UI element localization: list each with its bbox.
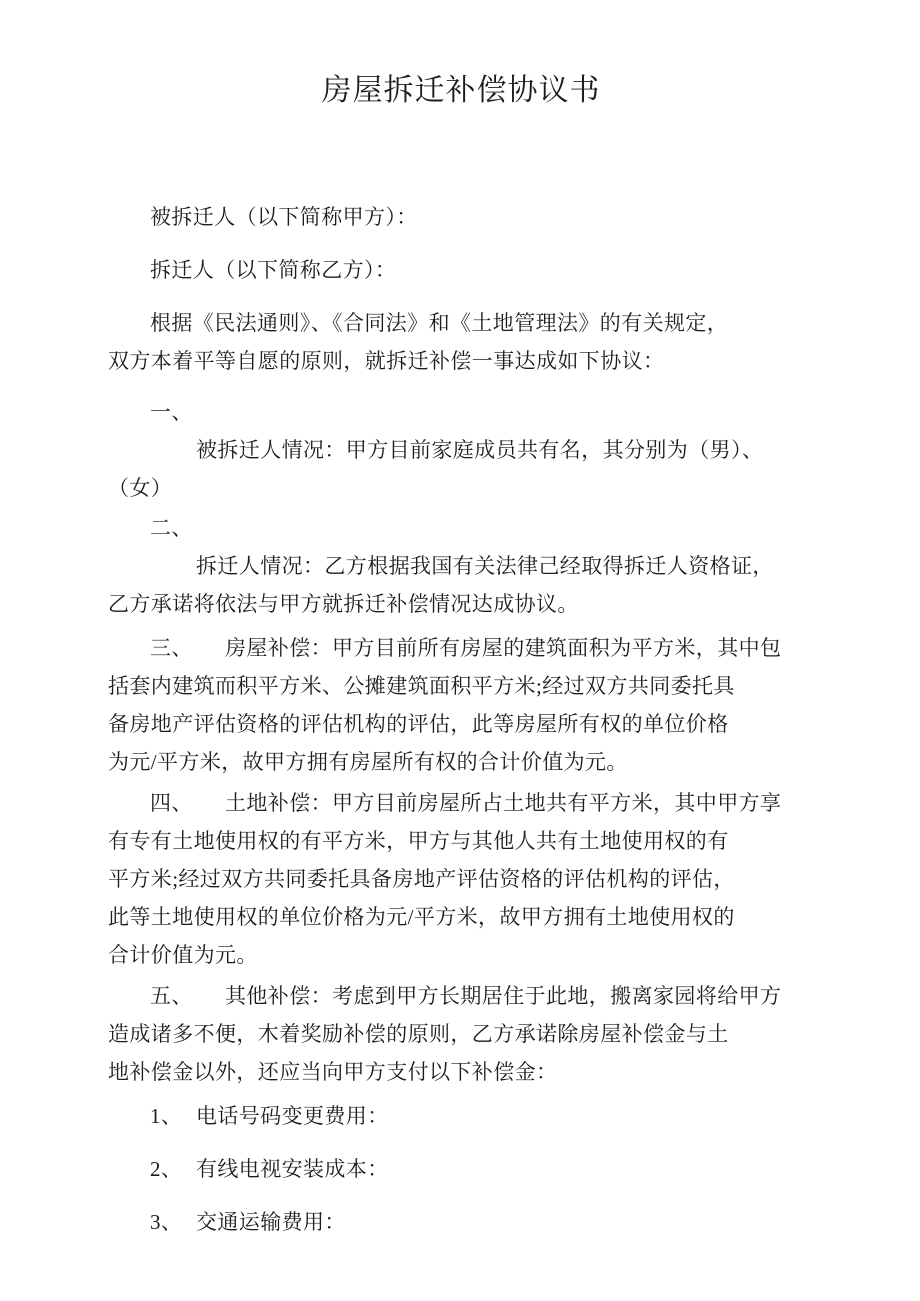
text-line-section-5-line-2: 造成诸多不便，木着奖励补偿的原则，乙方承诺除房屋补偿金与土 bbox=[108, 1022, 729, 1046]
item-1-number: 1、 bbox=[150, 1104, 183, 1128]
item-3-number: 3、 bbox=[150, 1210, 183, 1234]
item-2-text: 有线电视安装成本： bbox=[196, 1157, 389, 1181]
section-3-text: 房屋补偿：甲方目前所有房屋的建筑面积为平方米，其中包 bbox=[225, 636, 782, 660]
text-line-section-2-marker: 二、 bbox=[150, 516, 193, 540]
section-4-number: 四、 bbox=[150, 791, 193, 815]
text-line-section-3-line-4: 为元/平方米，故甲方拥有房屋所有权的合计价值为元。 bbox=[108, 750, 628, 774]
text-line-section-5-line-3: 地补偿金以外，还应当向甲方支付以下补偿金： bbox=[108, 1060, 558, 1084]
text-line-section-4-line-5: 合计价值为元。 bbox=[108, 943, 258, 967]
text-line-section-3-line-3: 备房地产评估资格的评估机构的评估，此等房屋所有权的单位价格 bbox=[108, 712, 729, 736]
text-line-section-4-line-4: 此等土地使用权的单位价格为元/平方米，故甲方拥有土地使用权的 bbox=[108, 905, 735, 929]
text-line-section-1-body-2: （女） bbox=[108, 476, 173, 500]
item-3-text: 交通运输费用： bbox=[196, 1210, 346, 1234]
text-line-party-a: 被拆迁人（以下简称甲方）： bbox=[150, 205, 418, 229]
text-line-section-3-line-2: 括套内建筑而积平方米、公摊建筑面积平方米;经过双方共同委托具 bbox=[108, 674, 735, 698]
text-line-section-5-line-1 bbox=[108, 977, 814, 1015]
section-5-text: 其他补偿：考虑到甲方长期居住于此地，搬离家园将给甲方 bbox=[225, 984, 782, 1008]
text-line-section-2-body-2: 乙方承诺将依法与甲方就拆迁补偿情况达成协议。 bbox=[108, 592, 579, 616]
text-line-preamble-2: 双方本着平等自愿的原则，就拆迁补偿一事达成如下协议： bbox=[108, 349, 665, 373]
text-line-party-b: 拆迁人（以下简称乙方）： bbox=[150, 258, 397, 282]
text-line-preamble-1: 根据《民法通则》、《合同法》和《土地管理法》的有关规定， bbox=[150, 311, 729, 335]
text-line-section-4-line-3: 平方米;经过双方共同委托具备房地产评估资格的评估机构的评估， bbox=[108, 867, 735, 891]
item-1-text: 电话号码变更费用： bbox=[196, 1104, 389, 1128]
section-3-number: 三、 bbox=[150, 636, 193, 660]
text-line-section-4-line-1 bbox=[108, 784, 814, 822]
text-line-section-3-line-1 bbox=[108, 629, 814, 667]
text-line-item-3 bbox=[108, 1203, 814, 1241]
text-line-section-1-body-1: 被拆迁人情况：甲方目前家庭成员共有名，其分别为（男）、 bbox=[196, 438, 764, 462]
text-line-section-2-body-1: 拆迁人情况：乙方根据我国有关法律己经取得拆迁人资格证， bbox=[196, 554, 774, 578]
text-line-section-1-marker: 一、 bbox=[150, 400, 193, 424]
section-5-number: 五、 bbox=[150, 984, 193, 1008]
section-4-text: 土地补偿：甲方目前房屋所占土地共有平方米，其中甲方享 bbox=[225, 791, 782, 815]
document-title: 房屋拆迁补偿协议书 bbox=[321, 74, 601, 107]
text-line-item-2 bbox=[108, 1150, 814, 1188]
text-line-section-4-line-2: 有专有土地使用权的有平方米，甲方与其他人共有土地使用权的有 bbox=[108, 829, 729, 853]
text-line-item-1 bbox=[108, 1097, 814, 1135]
item-2-number: 2、 bbox=[150, 1157, 183, 1181]
